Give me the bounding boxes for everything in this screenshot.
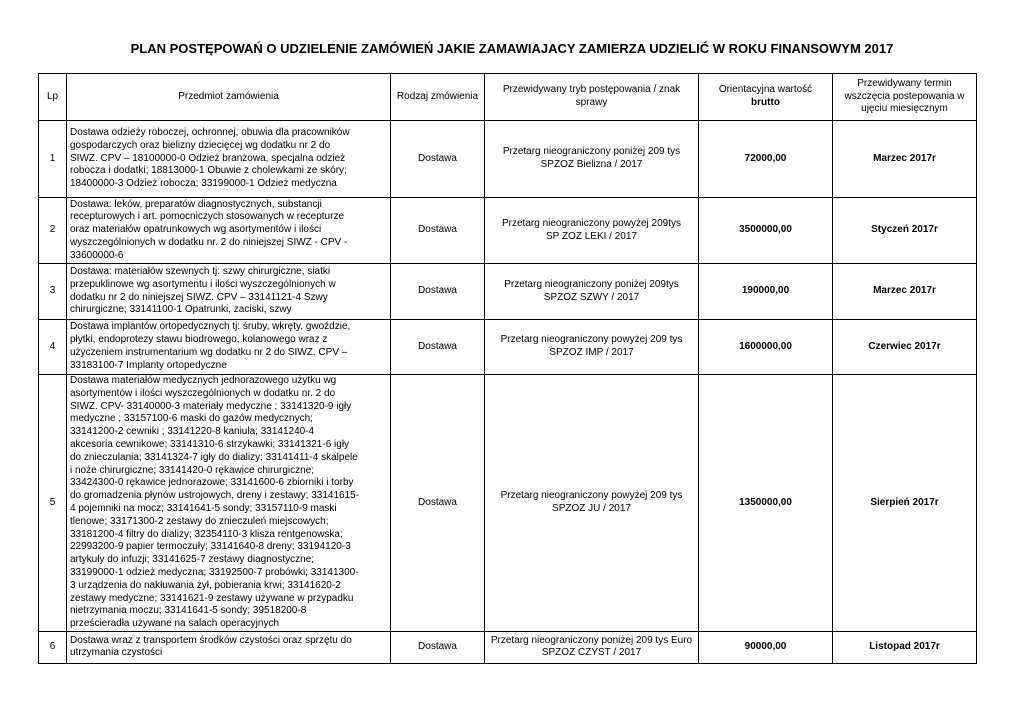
subject-line: płytki, endoprotezy stawu biodrowego, kolanowego wraz z [70, 334, 328, 346]
subject-line: 33600000-6 [70, 249, 124, 261]
subject-cell [67, 320, 391, 375]
subject-line: nietrzymania moczu; 33141641-5 sondy; 39518200-8 [70, 605, 307, 617]
subject-line: prześcieradła używane na salach operacyjnych [70, 618, 280, 630]
term-cell: Marzec 2017r [833, 121, 977, 198]
subject-cell [67, 264, 391, 320]
subject-line: użyczeniem instrumentarium wg dodatku nr 2 do SIWZ. CPV – [70, 347, 348, 358]
value-cell: 3500000,00 [699, 198, 833, 264]
mode-line: Przetarg nieograniczony poniżej 209tys [504, 278, 679, 290]
subject-line: 33183100-7 Implanty ortopedyczne [70, 359, 227, 371]
subject-line: asortymentów i ilości wyszczególnionych w dodatku nr. 2 do [70, 387, 336, 399]
subject-cell [67, 121, 391, 198]
subject-line: zestawy medyczne; 33141621-9 zestawy używane w przypadku [70, 592, 354, 604]
term-cell: Czerwiec 2017r [833, 320, 977, 375]
row-number: 4 [39, 320, 67, 375]
mode-line: SP ZOZ LEKI / 2017 [546, 230, 637, 242]
document-title: PLAN POSTĘPOWAŃ O UDZIELENIE ZAMÓWIEŃ JAKIE ZAMAWIAJACY ZAMIERZA UDZIELIĆ W ROKU FINANSOWYM 2017 [130, 41, 894, 56]
mode-cell [485, 375, 699, 632]
mode-line: Przetarg nieograniczony powyżej 209 tys [500, 334, 683, 346]
subject-line: SIWZ. CPV – 18100000-0 Odzież branżowa, specjalna odzież [70, 152, 346, 164]
subject-line: Dostawa odzieży roboczej, ochronnej, obuwia dla pracowników [70, 127, 350, 138]
subject-line: oraz materiałów opatrunkowych wg asortymentów i ilości [70, 224, 322, 236]
mode-line: Przetarg nieograniczony poniżej 209 tys Euro [490, 634, 693, 646]
subject-line: wyszczególnionych w dodatku nr. 2 do niniejszej SIWZ - CPV - [70, 236, 348, 248]
subject-cell [67, 631, 391, 663]
header-term: Przewidywany termin wszczęcia postepowania w ujęciu miesięcznym [833, 74, 977, 121]
mode-cell [485, 121, 699, 198]
subject-line: robocza i dodatki; 18813000-1 Obuwie z cholewkami ze skóry; [70, 165, 347, 177]
subject-line: akcesoria cewnikowe; 33141310-6 strzykawki; 33141321-6 igły [70, 438, 350, 450]
row-number: 6 [39, 631, 67, 663]
term-cell: Marzec 2017r [833, 264, 977, 320]
mode-line: SPZOZ IMP / 2017 [549, 347, 634, 358]
table-row [39, 264, 977, 320]
subject-line: 33199000-1 odzież medyczna; 33192500-7 probówki; 33141300- [70, 566, 359, 578]
table-row [39, 375, 977, 632]
value-cell: 1350000,00 [699, 375, 833, 632]
mode-line: SPZOZ JU / 2017 [552, 502, 631, 514]
subject-line: dodatku nr 2 do niniejszej SIWZ. CPV – 33141121-4 Szwy [70, 291, 328, 303]
value-cell: 1600000,00 [699, 320, 833, 375]
subject-line: Dostawa materiałów medycznych jednorazowego użytku wg [70, 375, 337, 386]
mode-cell [485, 320, 699, 375]
subject-line: przepuklinowe wg asortymentu i ilości wyszczególnionych w [70, 278, 336, 290]
subject-line: chirurgiczne; 33141100-1 Opatrunki, zaciski, szwy [70, 304, 292, 316]
subject-line: Dostawa implantów ortopedycznych tj: śruby, wkręty, gwoździe, [70, 321, 351, 333]
term-cell: Styczeń 2017r [833, 198, 977, 264]
table-row [39, 198, 977, 264]
mode-line: SPZOZ CZYST / 2017 [541, 647, 642, 659]
subject-line: 33424300-0 rękawice jednorazowe; 33141600-6 zbiorniki i torby [70, 477, 354, 489]
term-cell: Listopad 2017r [833, 631, 977, 663]
mode-line: Przetarg nieograniczony powyżej 209 tys [500, 490, 683, 502]
subject-line: do gromadzenia płynów ustrojowych, dreny i zestawy; 33141615- [70, 490, 360, 502]
row-number: 3 [39, 264, 67, 320]
subject-line: gospodarczych oraz bielizny dziecięcej wg dodatku nr 2 do [70, 139, 331, 151]
subject-line: Dostawa wraz z transportem środków czystości oraz sprzętu do [70, 634, 352, 646]
subject-line: 4 pojemniki na mocz; 33141641-5 sondy; 33157110-9 maski [70, 502, 337, 514]
subject-line: utrzymania czystości [70, 647, 163, 659]
table-row [39, 320, 977, 375]
subject-line: medyczne ; 33157100-6 maski do gazów medycznych; [70, 413, 313, 425]
header-lp: Lp [39, 74, 67, 121]
value-cell: 90000,00 [699, 631, 833, 663]
header-value-brutto: brutto [751, 97, 780, 108]
subject-line: 33141200-2 cewniki ; 33141220-8 kaniula; 33141240-4 [70, 426, 315, 438]
mode-line: Przetarg nieograniczony poniżej 209 tys [502, 146, 681, 158]
mode-line: Przetarg nieograniczony powyżej 209tys [502, 217, 681, 229]
header-value-label: Orientacyjna wartość [718, 84, 813, 96]
subject-line: tlenowe; 33171300-2 zestawy do znieczuleń miejscowych; [70, 515, 329, 527]
mode-line: SPZOZ SZWY / 2017 [543, 291, 640, 303]
kind-cell: Dostawa [391, 320, 485, 375]
table-header-row [39, 74, 977, 121]
subject-line: 3 urządzenia do nakłuwania żył, pobierania krwi; 33141620-2 [70, 579, 341, 591]
subject-line: i noże chirurgiczne; 33141420-0 rękawice chirurgiczne; [70, 464, 315, 476]
subject-line: 18400000-3 Odzież robocza; 33199000-1 Odzież medyczna [70, 178, 337, 190]
mode-line: SPZOZ Bielizna / 2017 [540, 159, 643, 170]
subject-line: Dostawa: materiałów szewnych tj: szwy chirurgiczne, siatki [70, 265, 331, 277]
subject-line: 22993200-9 papier termoczuły; 33141640-8 dreny; 33194120-3 [70, 541, 351, 553]
header-value [699, 74, 833, 121]
subject-line: recepturowych i art. pomocniczych stosowanych w recepturze [70, 211, 345, 223]
subject-line: do znieczulania; 33141324-7 igły do dializy; 33141411-4 skalpele [70, 451, 358, 463]
row-number: 2 [39, 198, 67, 264]
term-cell: Sierpień 2017r [833, 375, 977, 632]
kind-cell: Dostawa [391, 198, 485, 264]
row-number: 5 [39, 375, 67, 632]
value-cell: 72000,00 [699, 121, 833, 198]
kind-cell: Dostawa [391, 121, 485, 198]
header-mode: Przewidywany tryb postępowania / znak sprawy [485, 74, 699, 121]
subject-line: artykuły do infuzji; 33141625-7 zestawy diagnostyczne; [70, 554, 315, 566]
subject-line: Dostawa: leków, preparatów diagnostycznych, substancji [70, 198, 322, 210]
row-number: 1 [39, 121, 67, 198]
mode-cell [485, 198, 699, 264]
value-cell: 190000,00 [699, 264, 833, 320]
subject-line: SIWZ. CPV- 33140000-3 materiały medyczne ; 33141320-9 igły [70, 400, 352, 412]
table-row [39, 631, 977, 663]
kind-cell: Dostawa [391, 264, 485, 320]
header-subject: Przedmiot zamówienia [67, 74, 391, 121]
kind-cell: Dostawa [391, 631, 485, 663]
subject-cell [67, 375, 391, 632]
subject-line: 33181200-4 filtry do dializy; 32354110-3 klisza rentgenowska; [70, 528, 343, 540]
procurement-plan-table [38, 73, 977, 664]
mode-cell [485, 264, 699, 320]
table-row [39, 121, 977, 198]
mode-cell [485, 631, 699, 663]
kind-cell: Dostawa [391, 375, 485, 632]
subject-cell [67, 198, 391, 264]
header-kind: Rodzaj zmówienia [391, 74, 485, 121]
